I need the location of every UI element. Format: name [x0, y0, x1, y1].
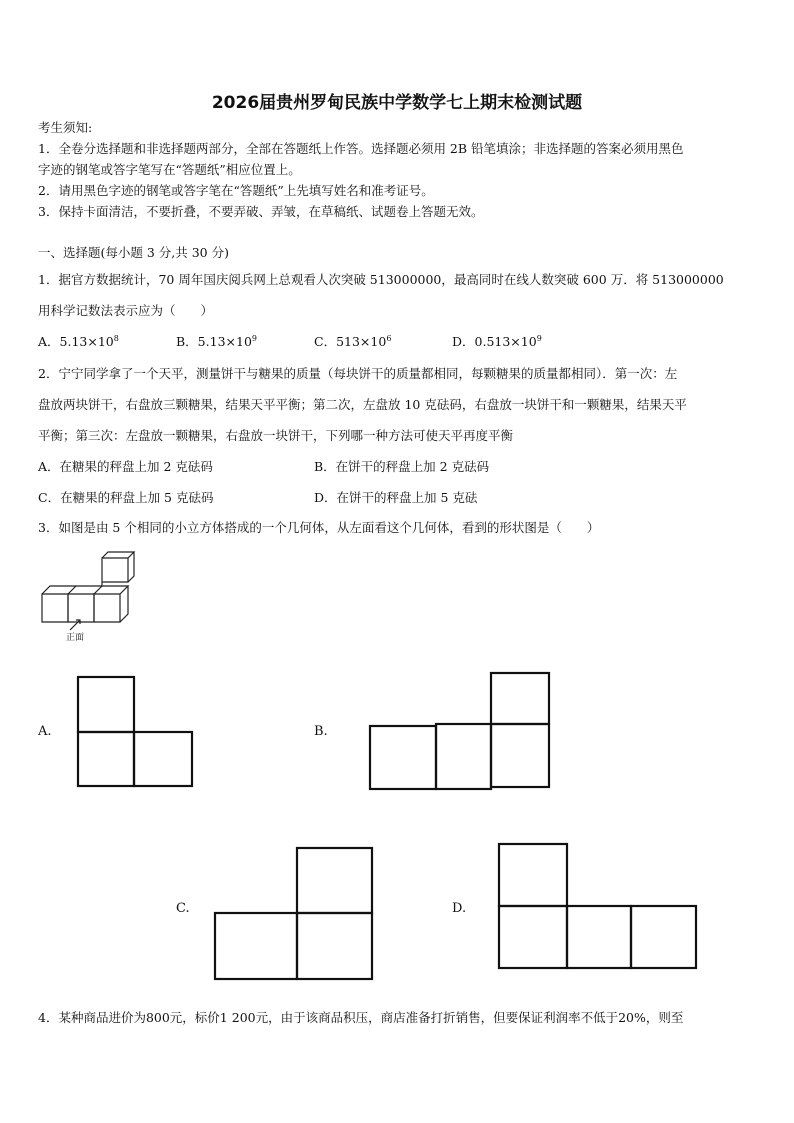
q2-option-c: C．在糖果的秤盘上加 5 克砝码 [38, 490, 214, 505]
q3-option-a-label: A. [38, 724, 52, 739]
notice-item-2: 2．请用黑色字迹的钢笔或答字笔在“答题纸”上先填写姓名和准考证号。 [38, 183, 434, 198]
q2-text-line1: 2．宁宁同学拿了一个天平，测量饼干与糖果的质量（每块饼干的质量都相同，每颗糖果的质量都相同）．第一次：左 [38, 366, 678, 381]
cube-figure [36, 544, 146, 644]
q2-option-a: A．在糖果的秤盘上加 2 克砝码 [38, 459, 213, 474]
notice-item-3: 3．保持卡面清洁，不要折叠，不要弄破、弄皱，在草稿纸、试题卷上答题无效。 [38, 204, 484, 219]
page-title: 2026届贵州罗甸民族中学数学七上期末检测试题 [211, 93, 583, 113]
notice-heading: 考生须知: [38, 120, 93, 135]
q1-text-line2: 用科学记数法表示应为（ ） [38, 303, 214, 318]
q3-option-a-figure [74, 674, 198, 790]
q1-option-b: B．$5.13\times 10^9$ [176, 333, 257, 349]
q2-option-d: D．在饼干的秤盘上加 5 克砝 [314, 490, 478, 505]
notice-item-1-cont: 字迹的钢笔或答字笔写在“答题纸”相应位置上。 [38, 162, 301, 177]
q2-text-line3: 平衡；第三次：左盘放一颗糖果，右盘放一块饼干，下列哪一种方法可使天平再度平衡 [38, 428, 514, 443]
q1-option-d: D．$0.513\times 10^9$ [452, 333, 542, 349]
q3-option-c-figure [211, 844, 377, 984]
front-label: 正面 [66, 633, 85, 643]
q2-text-line2: 盘放两块饼干，右盘放三颗糖果，结果天平平衡；第二次，左盘放 10 克砝码，右盘放一块饼干和一颗糖果，结果天平 [38, 397, 687, 412]
q1-text-line1: 1．据官方数据统计，70 周年国庆阅兵网上总观看人次突破 513000000，最高同时在线人数突破 600 万．将 513000000 [38, 272, 724, 287]
q1-option-c: C．$513\times 10^6$ [314, 333, 392, 349]
q3-option-d-label: D. [452, 901, 467, 916]
q2-option-b: B．在饼干的秤盘上加 2 克砝码 [314, 459, 490, 474]
q3-option-c-label: C. [176, 901, 190, 916]
q4-text-line1: 4．某种商品进价为800元，标价1 200元，由于该商品积压，商店准备打折销售，但要保证利润率不低于20%，则至 [38, 1010, 684, 1025]
q3-option-b-figure [366, 670, 556, 794]
notice-item-1: 1．全卷分选择题和非选择题两部分，全部在答题纸上作答。选择题必须用 2B 铅笔填涂；非选择题的答案必须用黑色 [38, 141, 684, 156]
q3-option-d-figure [495, 840, 701, 972]
q3-text-line1: 3．如图是由 5 个相同的小立方体搭成的一个几何体，从左面看这个几何体，看到的形状图是（ ） [38, 520, 600, 535]
q1-option-a: A．$5.13\times 10^8$ [38, 333, 119, 349]
q3-option-b-label: B. [314, 724, 328, 739]
section-heading: 一、选择题(每小题 3 分,共 30 分) [38, 245, 229, 260]
